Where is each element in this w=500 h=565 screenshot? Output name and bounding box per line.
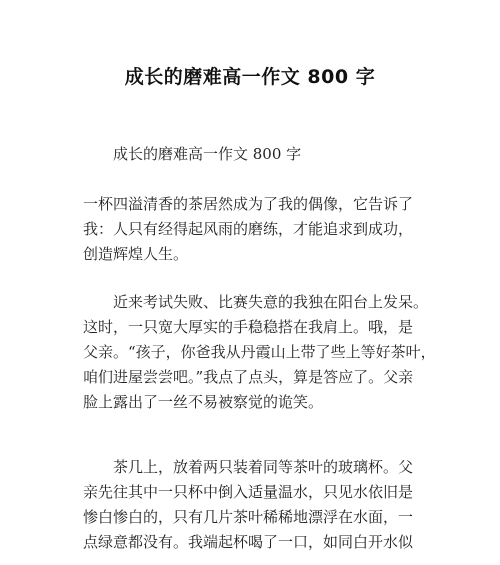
- paragraph-line: 近来考试失败、比赛失意的我独在阳台上发呆。: [113, 293, 429, 311]
- paragraph-line: 惨白惨白的，只有几片茶叶稀稀地漂浮在水面，一: [83, 508, 414, 526]
- paragraph-line: 父亲。“孩子，你爸我从丹霞山上带了些上等好茶叶，: [83, 343, 436, 361]
- paragraph-line: 茶几上，放着两只装着同等茶叶的玻璃杯。父: [113, 458, 414, 476]
- paragraph-2: [83, 290, 436, 415]
- paragraph-line: 点绿意都没有。我端起杯喝了一口，如同白开水似: [83, 533, 414, 551]
- paragraph-line: 脸上露出了一丝不易被察觉的诡笑。: [83, 393, 324, 411]
- paragraph-line: 这时，一只宽大厚实的手稳稳搭在我肩上。哦，是: [83, 318, 414, 336]
- document-subtitle: 成长的磨难高一作文 800 字: [113, 145, 302, 163]
- paragraph-line: 创造辉煌人生。: [83, 245, 189, 263]
- paragraph-1: [83, 192, 433, 267]
- paragraph-line: 亲先往其中一只杯中倒入适量温水，只见水依旧是: [83, 483, 414, 501]
- paragraph-line: 我：人只有经得起风雨的磨练，才能追求到成功，: [83, 220, 414, 238]
- paragraph-line: 咱们进屋尝尝吧。”我点了点头，算是答应了。父亲: [83, 368, 414, 386]
- paragraph-line: 一杯四溢清香的茶居然成为了我的偶像，它告诉了: [83, 195, 414, 213]
- paragraph-3: [83, 455, 433, 555]
- document-title: 成长的磨难高一作文 800 字: [124, 66, 376, 88]
